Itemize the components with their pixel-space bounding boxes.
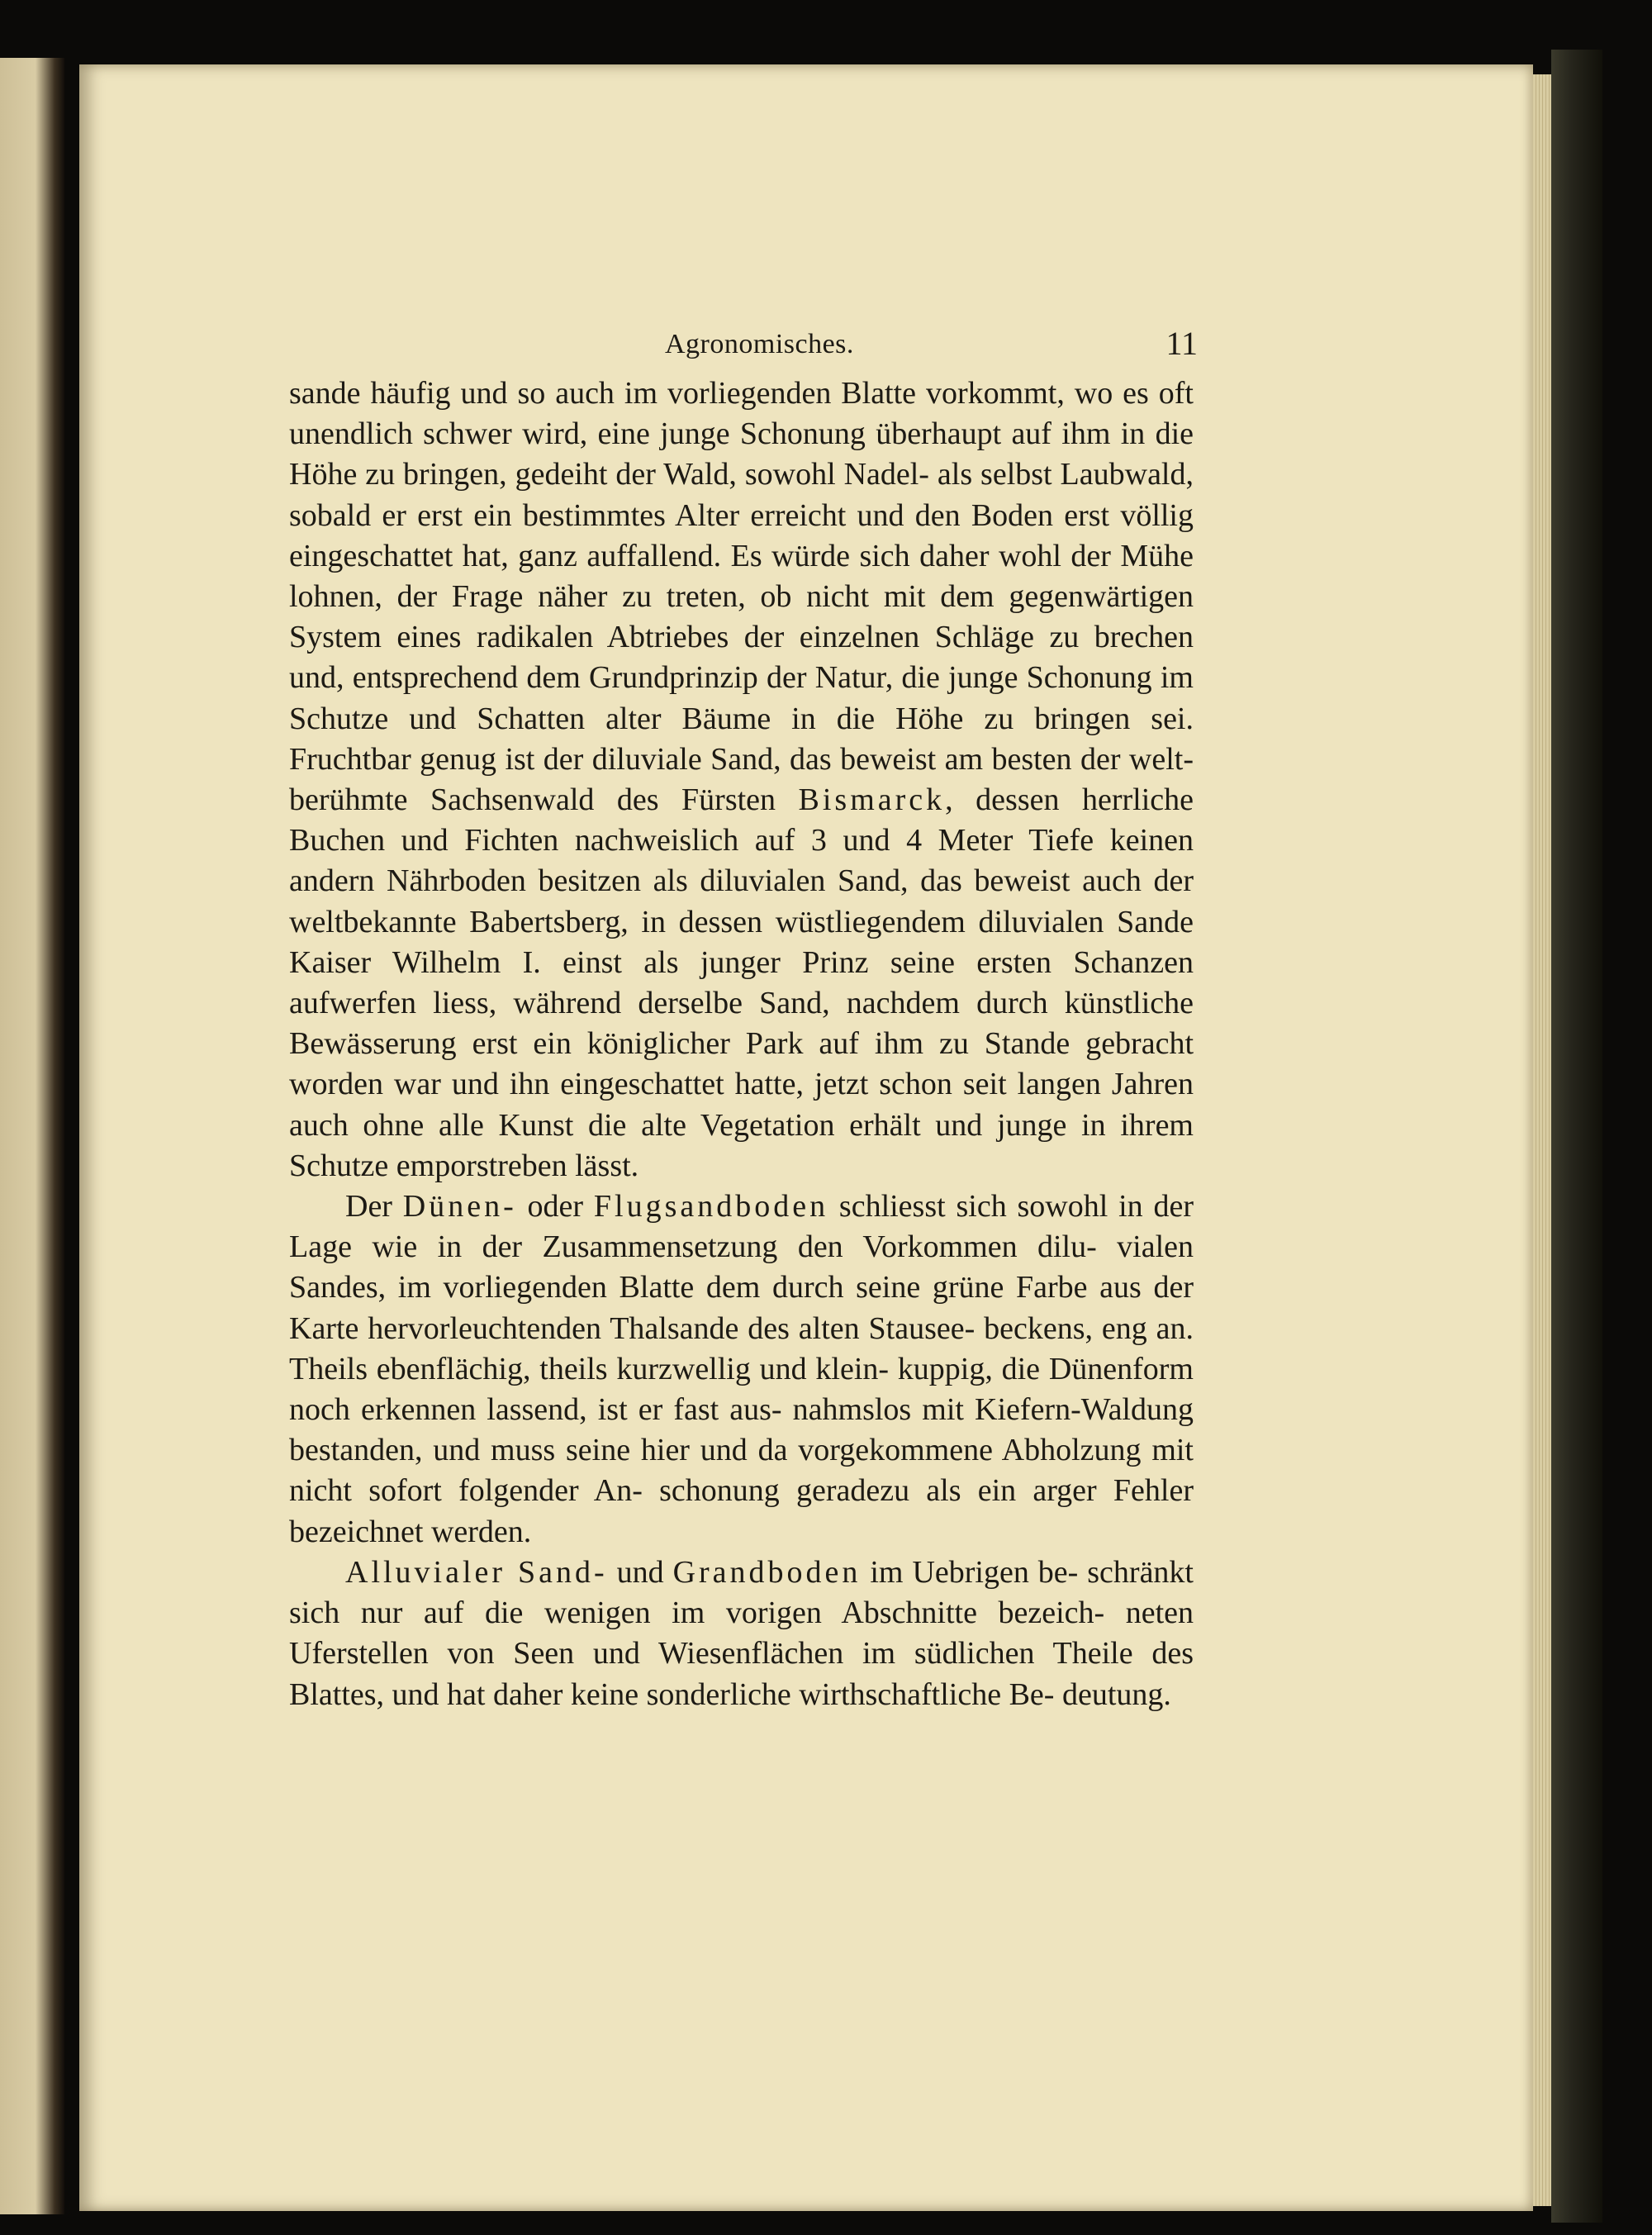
paragraph-text-continued: schliesst sich sowohl in der Lage wie in der Zusammensetzung den Vorkommen dilu- vialen Sandes, im vorliegenden Blatte dem durch seine grüne Farbe aus der Karte hervorleuchtenden Thalsande des alten Stausee- beckens, eng an. Theils ebenflächig, theils kurzwellig und klein- kuppig, die Dünenform noch erkennen lassend, ist er fast aus- nahmslos mit Kiefern-Waldung bestanden, und muss seine hier und da vorgekommene Abholzung mit nicht sofort folgender An- schonung geradezu als ein arger Fehler bezeichnet werden. (289, 1189, 1194, 1549)
spaced-name: Bismarck (798, 782, 946, 818)
page-stack-edge (1533, 74, 1551, 2206)
page-header (281, 324, 1198, 373)
paragraph-text-mid: und (607, 1554, 673, 1590)
body-text (289, 373, 1194, 1715)
page-number: 11 (1165, 325, 1198, 362)
paragraph-1 (289, 373, 1194, 1186)
paragraph-2 (289, 1186, 1194, 1553)
paragraph-text: sande häufig und so auch im vorliegenden Blatte vorkommt, wo es oft unendlich schwer wird, eine junge Schonung überhaupt auf ihm in die Höhe zu bringen, gedeiht der Wald, sowohl Nadel- als selbst Laubwald, sobald er erst ein bestimmtes Alter erreicht und den Boden erst völlig eingeschattet hat, ganz auffallend. Es würde sich daher wohl der Mühe lohnen, der Frage näher zu treten, ob nicht mit dem gegenwärtigen System eines radikalen Abtriebes der einzelnen Schläge zu brechen und, entsprechend dem Grundprinzip der Natur, die junge Schonung im Schutze und Schatten alter Bäume in die Höhe zu bringen sei. Fruchtbar genug ist der diluviale Sand, das beweist am besten der welt- berühmte Sachsenwald des Fürsten (289, 376, 1194, 818)
paragraph-text-continued: , dessen herrliche Buchen und Fichten nachweislich auf 3 und 4 Meter Tiefe keinen andern Nährboden besitzen als diluvialen Sand, das beweist auch der weltbekannte Babertsberg, in dessen wüstliegendem diluvialen Sande Kaiser Wilhelm I. einst als junger Prinz seine ersten Schanzen aufwerfen liess, während derselbe Sand, nachdem durch künstliche Bewässerung erst ein königlicher Park auf ihm zu Stande gebracht worden war und ihn eingeschattet hatte, jetzt schon seit langen Jahren auch ohne alle Kunst die alte Vegetation erhält und junge in ihrem Schutze emporstreben lässt. (289, 782, 1194, 1183)
paragraph-3 (289, 1553, 1194, 1715)
paragraph-text-continued: im Uebrigen be- schränkt sich nur auf die wenigen im vorigen Abschnitte bezeich- neten Uferstellen von Seen und Wiesenflächen im südlichen Theile des Blattes, und hat daher keine sonderliche wirthschaftliche Be- deutung. (289, 1554, 1194, 1712)
paragraph-text-mid: oder (516, 1189, 594, 1224)
book-cover-edge (1551, 50, 1602, 2223)
left-page-edge (0, 58, 64, 2214)
spaced-term: Alluvialer Sand- (345, 1554, 608, 1590)
spaced-term-2: Flugsandboden (593, 1189, 829, 1224)
spaced-term: Dünen- (402, 1189, 517, 1224)
running-head: Agronomisches. (665, 329, 854, 359)
paragraph-text: Der (345, 1189, 403, 1224)
spaced-term-2: Grandboden (672, 1554, 862, 1590)
